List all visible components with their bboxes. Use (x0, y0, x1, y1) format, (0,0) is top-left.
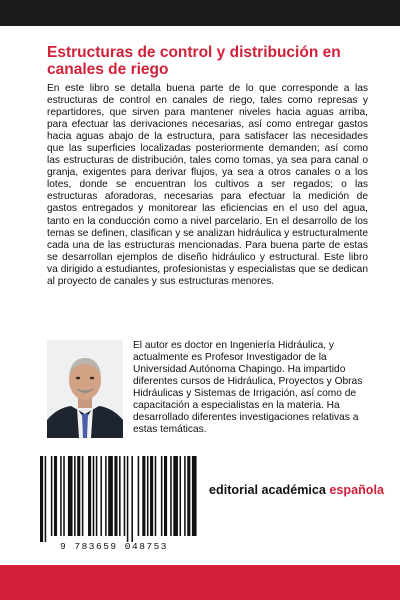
barcode-bar (74, 456, 76, 536)
publisher-name: editorial académica (209, 483, 326, 497)
barcode-bar (93, 456, 95, 536)
barcode-bar (147, 456, 149, 536)
barcode-bar (164, 456, 167, 536)
barcode-bar (138, 456, 140, 536)
barcode-bar (155, 456, 157, 536)
barcode-bar (54, 456, 57, 536)
author-bio: El autor es doctor en Ingeniería Hidráulica, y actualmente es Profesor Investigador de la Universidad Autónoma Chapingo. Ha impartido diferentes cursos de Hidráulica, Proyectos y Obras Hidráulicas y Sistemas de Irrigación, así como de capacitación a especialistas en la materia. Ha desarrollado diferentes investigaciones relativas a estas temáticas. (133, 340, 363, 436)
barcode-bar (63, 456, 65, 536)
barcode-bar (192, 456, 197, 536)
barcode-bar (142, 456, 145, 536)
bottom-bar (0, 565, 400, 600)
synopsis-text: En este libro se detalla buena parte de lo que corresponde a las estructuras de control en canales de riego, tales como represas y repartidores, que sirven para mantener niveles hacia aguas arriba, para efectuar las derivaciones necesarias, así como entregar gastos hacia aguas abajo de la estructura, para satisfacer las necesidades que las superficies localizadas posteriormente demanden; así como las estructuras de distribución, tales como tomas, ya sea para canal o granja, exigentes para derivar flujos, ya sea a otros canales o a los lotes, donde se encuentran los cultivos a ser regados; o las estructuras aforadoras, necesarias para efectuar la medición de gastos entregados y monitorear las eficiencias en el uso del agua, tanto en la conducción como a nivel parcelario. En el desarrollo de los temas se definen, clasifican y se analizan hidráulica y estructuralmente cada una de las estructuras mencionadas. Para buena parte de estas se desarrollan ejemplos de diseño hidráulico y estructural. Este libro va dirigido a estudiantes, profesionistas y especialistas que se dedican al proyecto de canales y sus estructuras menores. (47, 83, 368, 287)
barcode-bar (184, 456, 186, 536)
barcode-bar (124, 456, 126, 536)
book-title: Estructuras de control y distribución en canales de riego (47, 44, 341, 78)
barcode-bar (161, 456, 163, 536)
barcode-bar (96, 456, 98, 536)
barcode-bar (114, 456, 117, 536)
author-portrait-icon (47, 340, 123, 438)
barcode-bar (170, 456, 172, 536)
barcode-bar (108, 456, 113, 536)
barcode-bar (180, 456, 182, 536)
barcode-bar (187, 456, 190, 536)
barcode-bar (40, 456, 43, 542)
barcode-icon (30, 454, 198, 554)
author-photo (47, 340, 123, 438)
isbn-number: 9 783659 048753 (59, 541, 168, 552)
barcode-bar (100, 456, 102, 536)
barcode-bar (119, 456, 121, 536)
barcode-bar (82, 456, 84, 536)
barcode-bar (127, 456, 129, 542)
barcode-bar (173, 456, 178, 536)
barcode-bar (77, 456, 80, 536)
barcode-bar (88, 456, 91, 536)
barcode-bar (51, 456, 53, 536)
barcode-bar (131, 456, 133, 542)
barcode-bar (150, 456, 153, 536)
barcode-bar (68, 456, 73, 536)
barcode-bar (45, 456, 47, 542)
publisher-accent: española (329, 483, 384, 497)
top-bar (0, 0, 400, 26)
publisher-logo (209, 483, 384, 497)
barcode-bar (60, 456, 62, 536)
barcode-bar (105, 456, 107, 536)
